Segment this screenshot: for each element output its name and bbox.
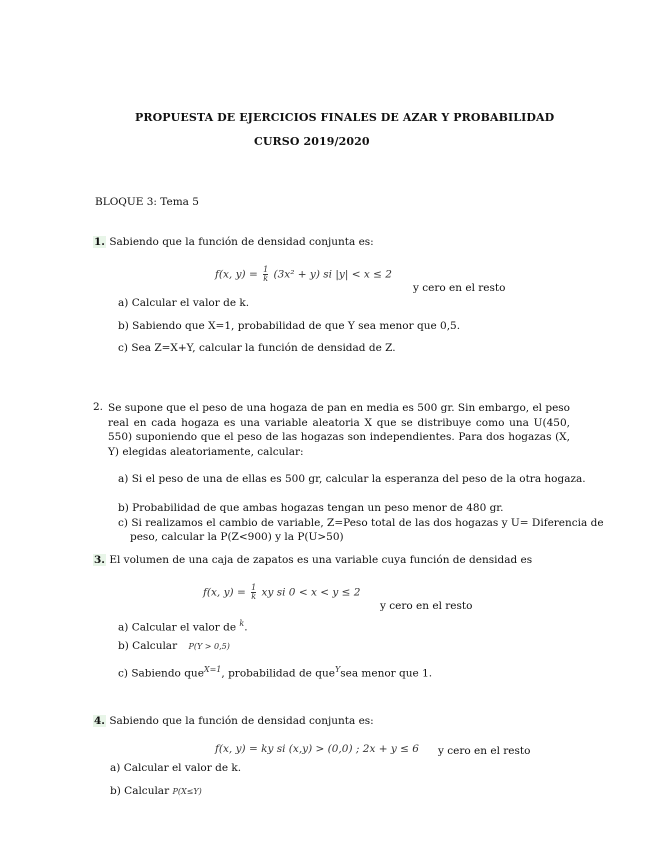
exercise-3-formula	[203, 584, 360, 601]
exercise-1-formula	[215, 266, 392, 283]
exercise-3-c-variable: Y	[334, 665, 341, 674]
exercise-1-rest: y cero en el resto	[413, 282, 506, 294]
exercise-1-text: Sabiendo que la función de densidad conjunta es:	[109, 236, 374, 248]
exercise-3-c-end: sea menor que 1.	[340, 667, 433, 680]
exercise-1-b: b) Sabiendo que X=1, probabilidad de que Y sea menor que 0,5.	[118, 320, 461, 332]
formula-fraction	[263, 266, 268, 283]
exercise-1-number: 1.	[94, 236, 105, 248]
exercise-2-c-line1: c) Si realizamos el cambio de variable, Z=Peso total de las dos hogazas y U= Diferencia de	[118, 517, 604, 529]
formula-rhs: xy si 0 < x < y ≤ 2	[261, 586, 361, 599]
exercise-4-a: a) Calcular el valor de k.	[110, 762, 242, 774]
exercise-4-number: 4.	[94, 715, 105, 727]
exercise-4-formula: f(x, y) = ky si (x,y) > (0,0) ; 2x + y ≤ 6	[215, 743, 419, 755]
exercise-3-b-text: b) Calcular	[118, 640, 178, 652]
exercise-4-b-text: b) Calcular	[110, 785, 170, 797]
exercise-3-a-text: a) Calcular el valor de	[118, 621, 237, 634]
exercise-3-c-condition: X=1	[203, 665, 222, 674]
course-year: CURSO 2019/2020	[254, 135, 370, 148]
exercise-4-b	[110, 785, 202, 798]
formula-fraction	[251, 584, 256, 601]
exercise-2-number: 2.	[93, 401, 104, 413]
exercise-1-c: c) Sea Z=X+Y, calcular la función de densidad de Z.	[118, 342, 396, 354]
exercise-3-intro	[93, 554, 532, 567]
exercise-2-b: b) Probabilidad de que ambas hogazas tengan un peso menor de 480 gr.	[118, 502, 504, 514]
exercise-4-intro	[93, 715, 374, 728]
fraction-denominator: k	[263, 274, 269, 283]
exercise-3-a-symbol: k	[239, 619, 245, 628]
exercise-3-a: a) Calcular el valor de $^k$.	[118, 619, 248, 634]
exercise-3-b-expression: P(Y > 0,5)	[188, 642, 230, 651]
block-heading: BLOQUE 3: Tema 5	[95, 196, 199, 208]
document-title: PROPUESTA DE EJERCICIOS FINALES DE AZAR Y PROBABILIDAD	[135, 111, 555, 124]
exercise-4-b-expression: P(X≤Y)	[172, 787, 202, 796]
exercise-2-intro: Se supone que el peso de una hogaza de pan en media es 500 gr. Sin embargo, el peso real en cada hogaza es una variable aleatoria X que se distribuye como una U(450, 550) suponiendo que el peso de las hogazas son independientes. Para dos hogazas (X, Y) elegidas aleatoriamente, calcular:	[108, 402, 570, 458]
formula-lhs: f(x, y) =	[215, 268, 258, 281]
exercise-2-a: a) Si el peso de una de ellas es 500 gr, calcular la esperanza del peso de la otra hogaza.	[118, 473, 586, 485]
exercise-1-a: a) Calcular el valor de k.	[118, 297, 250, 309]
exercise-3-b	[118, 640, 230, 653]
exercise-3-c	[118, 663, 432, 681]
exercise-3-rest: y cero en el resto	[380, 600, 473, 612]
formula-lhs: f(x, y) =	[203, 586, 246, 599]
exercise-3-c-middle: , probabilidad de que	[221, 667, 335, 680]
fraction-numerator: 1	[263, 265, 269, 274]
exercise-2-c-line2: peso, calcular la P(Z<900) y la P(U>50)	[130, 531, 344, 543]
exercise-4-rest: y cero en el resto	[438, 745, 531, 757]
formula-rhs: (3x² + y) si |y| < x ≤ 2	[273, 268, 392, 281]
exercise-3-text: El volumen de una caja de zapatos es una variable cuya función de densidad es	[109, 554, 533, 566]
fraction-numerator: 1	[251, 583, 257, 592]
exercise-3-number: 3.	[94, 554, 105, 566]
exercise-1-intro	[93, 236, 374, 249]
exercise-3-c-text: c) Sabiendo que	[118, 667, 204, 680]
fraction-denominator: k	[251, 592, 257, 601]
exercise-4-text: Sabiendo que la función de densidad conjunta es:	[109, 715, 374, 727]
